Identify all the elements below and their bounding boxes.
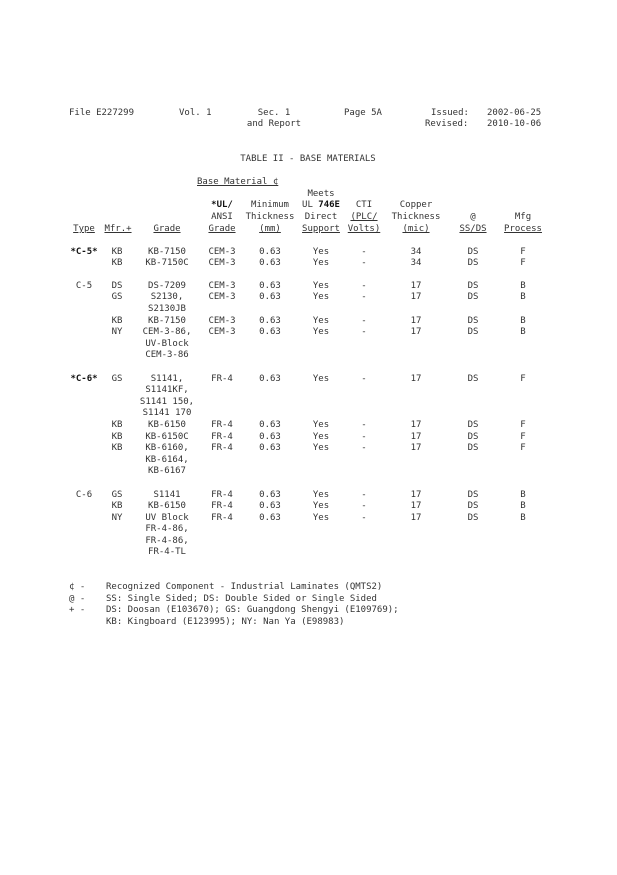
cell-direct-support: Yes [312,247,330,257]
cell-grade: CEM-3-86 [145,350,189,360]
ul-grade-header-2: ANSI [211,212,233,222]
cell-mfr: DS [111,281,123,291]
cell-direct-support: Yes [312,374,330,384]
cell-mfg-process: F [520,443,526,453]
cell-mfr: KB [111,316,123,326]
ssds-header-1: @ [470,212,476,222]
cell-copper-thickness: 17 [410,443,422,453]
type-header: Type [73,224,95,234]
cell-mfr: GS [111,490,123,500]
cell-mfr: GS [111,292,123,302]
cell-type: C-6 [75,490,93,500]
cell-cti: - [361,258,367,268]
cell-ss-ds: DS [467,501,479,511]
cell-mfr: KB [111,258,123,268]
cell-copper-thickness: 17 [410,490,422,500]
min-thickness-header-3: (mm) [259,224,281,234]
cell-grade: UV-Block [145,339,189,349]
cell-mfg-process: B [520,490,526,500]
cell-mfg-process: F [520,432,526,442]
cell-mfg-process: B [520,292,526,302]
cell-ul-grade: CEM-3 [208,292,236,302]
cell-grade: S1141 [153,490,181,500]
volume: Vol. 1 [179,108,212,118]
revised-label: Revised: [425,119,469,129]
section-line-2: and Report [246,119,302,129]
footnote-symbol: + - [69,605,86,615]
cell-ul-grade: CEM-3 [208,281,236,291]
cell-ul-grade: CEM-3 [208,327,236,337]
footnote-text: Recognized Component - Industrial Laminates (QMTS2) [106,582,383,592]
cell-ul-grade: FR-4 [211,490,233,500]
cell-min-thickness: 0.63 [259,247,281,257]
cell-min-thickness: 0.63 [259,292,281,302]
cell-min-thickness: 0.63 [259,432,281,442]
cell-min-thickness: 0.63 [259,258,281,268]
table-title: TABLE II - BASE MATERIALS [240,154,376,164]
cell-copper-thickness: 17 [410,316,422,326]
cell-grade: KB-6150 [148,420,186,430]
cell-cti: - [361,327,367,337]
cell-grade: KB-6150C [145,432,189,442]
min-thickness-header-2: Thickness [245,212,295,222]
cell-grade: CEM-3-86, [142,327,192,337]
cell-copper-thickness: 17 [410,374,422,384]
cell-grade: KB-7150C [145,258,189,268]
cell-min-thickness: 0.63 [259,513,281,523]
cell-cti: - [361,281,367,291]
cell-min-thickness: 0.63 [259,490,281,500]
cell-ul-grade: FR-4 [211,374,233,384]
cell-grade: UV Block [145,513,189,523]
cell-ss-ds: DS [467,420,479,430]
cell-mfg-process: F [520,247,526,257]
cell-mfr: NY [111,327,123,337]
cell-mfg-process: B [520,513,526,523]
cell-direct-support: Yes [312,327,330,337]
cell-grade: KB-7150 [148,316,186,326]
cell-ul-grade: CEM-3 [208,316,236,326]
cell-ss-ds: DS [467,490,479,500]
copper-header-1: Copper [399,200,433,210]
cti-header-3: Volts) [347,224,381,234]
cell-direct-support: Yes [312,420,330,430]
cell-direct-support: Yes [312,258,330,268]
meets-header-2: UL 746E [302,200,340,210]
cell-direct-support: Yes [312,501,330,511]
cell-mfr: NY [111,513,123,523]
meets-header-1: Meets [307,189,335,199]
cell-min-thickness: 0.63 [259,327,281,337]
cell-ss-ds: DS [467,513,479,523]
cell-mfr: KB [111,501,123,511]
footnote-text: KB: Kingboard (E123995); NY: Nan Ya (E98983) [106,617,345,627]
mfg-process-header-2: Process [504,224,542,234]
footnote-symbol: ¢ - [69,582,86,592]
cell-grade: FR-4-86, [145,524,189,534]
cell-copper-thickness: 17 [410,501,422,511]
cell-direct-support: Yes [312,443,330,453]
cell-direct-support: Yes [312,490,330,500]
cell-copper-thickness: 17 [410,420,422,430]
cell-type: *C-6* [70,374,98,384]
cell-copper-thickness: 17 [410,513,422,523]
cell-min-thickness: 0.63 [259,281,281,291]
cell-copper-thickness: 34 [410,247,422,257]
cell-ss-ds: DS [467,258,479,268]
cell-ul-grade: CEM-3 [208,247,236,257]
cell-mfg-process: F [520,374,526,384]
base-material-header: Base Material ¢ [197,177,279,187]
cell-ss-ds: DS [467,443,479,453]
cell-mfg-process: B [520,281,526,291]
min-thickness-header-1: Minimum [251,200,289,210]
cell-mfr: KB [111,420,123,430]
cell-grade: S1141, [150,374,184,384]
ssds-header-2: SS/DS [459,224,487,234]
page-number: Page 5A [344,108,382,118]
cell-grade: KB-7150 [148,247,186,257]
cell-copper-thickness: 34 [410,258,422,268]
cell-copper-thickness: 17 [410,281,422,291]
copper-header-2: Thickness [391,212,441,222]
cell-copper-thickness: 17 [410,292,422,302]
cell-cti: - [361,490,367,500]
footnote-text: SS: Single Sided; DS: Double Sided or Single Sided [106,594,377,604]
cell-cti: - [361,292,367,302]
cell-mfg-process: B [520,501,526,511]
cell-type: *C-5* [70,247,98,257]
cell-grade: KB-6167 [148,466,186,476]
issued-label: Issued: [431,108,469,118]
cell-grade: FR-4-TL [148,547,186,557]
cell-ul-grade: CEM-3 [208,258,236,268]
grade-header: Grade [153,224,181,234]
ul-grade-header-3: Grade [208,224,236,234]
cell-cti: - [361,316,367,326]
cell-ul-grade: FR-4 [211,501,233,511]
meets-header-3: Direct [304,212,338,222]
cti-header-2: (PLC/ [350,212,378,222]
cell-grade: FR-4-86, [145,536,189,546]
cell-type: C-5 [75,281,93,291]
cell-grade: S1141 170 [142,408,192,418]
cell-grade: KB-6164, [145,455,189,465]
cell-ss-ds: DS [467,247,479,257]
copper-header-3: (mic) [402,224,430,234]
mfr-header: Mfr.+ [104,224,132,234]
cell-grade: S2130JB [148,304,186,314]
cell-direct-support: Yes [312,432,330,442]
cell-ss-ds: DS [467,327,479,337]
cell-mfr: GS [111,374,123,384]
cell-cti: - [361,513,367,523]
revised-date: 2010-10-06 [487,119,542,129]
cell-ss-ds: DS [467,281,479,291]
cell-copper-thickness: 17 [410,327,422,337]
cell-ul-grade: FR-4 [211,420,233,430]
cell-mfr: KB [111,247,123,257]
cell-cti: - [361,247,367,257]
file-number: File E227299 [69,108,135,118]
cell-mfg-process: B [520,316,526,326]
cell-cti: - [361,420,367,430]
cell-mfg-process: F [520,420,526,430]
cell-direct-support: Yes [312,281,330,291]
cell-min-thickness: 0.63 [259,374,281,384]
cell-grade: S1141KF, [145,385,189,395]
cell-grade: DS-7209 [148,281,186,291]
cell-grade: S1141 150, [139,397,195,407]
cell-direct-support: Yes [312,316,330,326]
footnote-text: DS: Doosan (E103670); GS: Guangdong Shengyi (E109769); [106,605,399,615]
cell-direct-support: Yes [312,513,330,523]
cell-mfr: KB [111,432,123,442]
cell-ss-ds: DS [467,432,479,442]
mfg-process-header-1: Mfg [514,212,532,222]
cell-cti: - [361,501,367,511]
section-line-1: Sec. 1 [257,108,291,118]
cell-direct-support: Yes [312,292,330,302]
cell-cti: - [361,374,367,384]
issued-date: 2002-06-25 [487,108,542,118]
ul-grade-header-1: *UL/ [211,200,233,210]
cell-min-thickness: 0.63 [259,420,281,430]
cell-cti: - [361,432,367,442]
cell-grade: S2130, [150,292,184,302]
cell-grade: KB-6160, [145,443,189,453]
cell-copper-thickness: 17 [410,432,422,442]
cell-min-thickness: 0.63 [259,316,281,326]
footnote-symbol: @ - [69,594,86,604]
cell-ul-grade: FR-4 [211,443,233,453]
cell-ss-ds: DS [467,292,479,302]
cell-ul-grade: FR-4 [211,513,233,523]
cell-ul-grade: FR-4 [211,432,233,442]
meets-header-4: Support [302,224,340,234]
cell-ss-ds: DS [467,374,479,384]
cell-min-thickness: 0.63 [259,501,281,511]
cti-header-1: CTI [355,200,373,210]
cell-mfg-process: F [520,258,526,268]
cell-cti: - [361,443,367,453]
cell-mfr: KB [111,443,123,453]
cell-mfg-process: B [520,327,526,337]
cell-grade: KB-6150 [148,501,186,511]
cell-ss-ds: DS [467,316,479,326]
cell-min-thickness: 0.63 [259,443,281,453]
